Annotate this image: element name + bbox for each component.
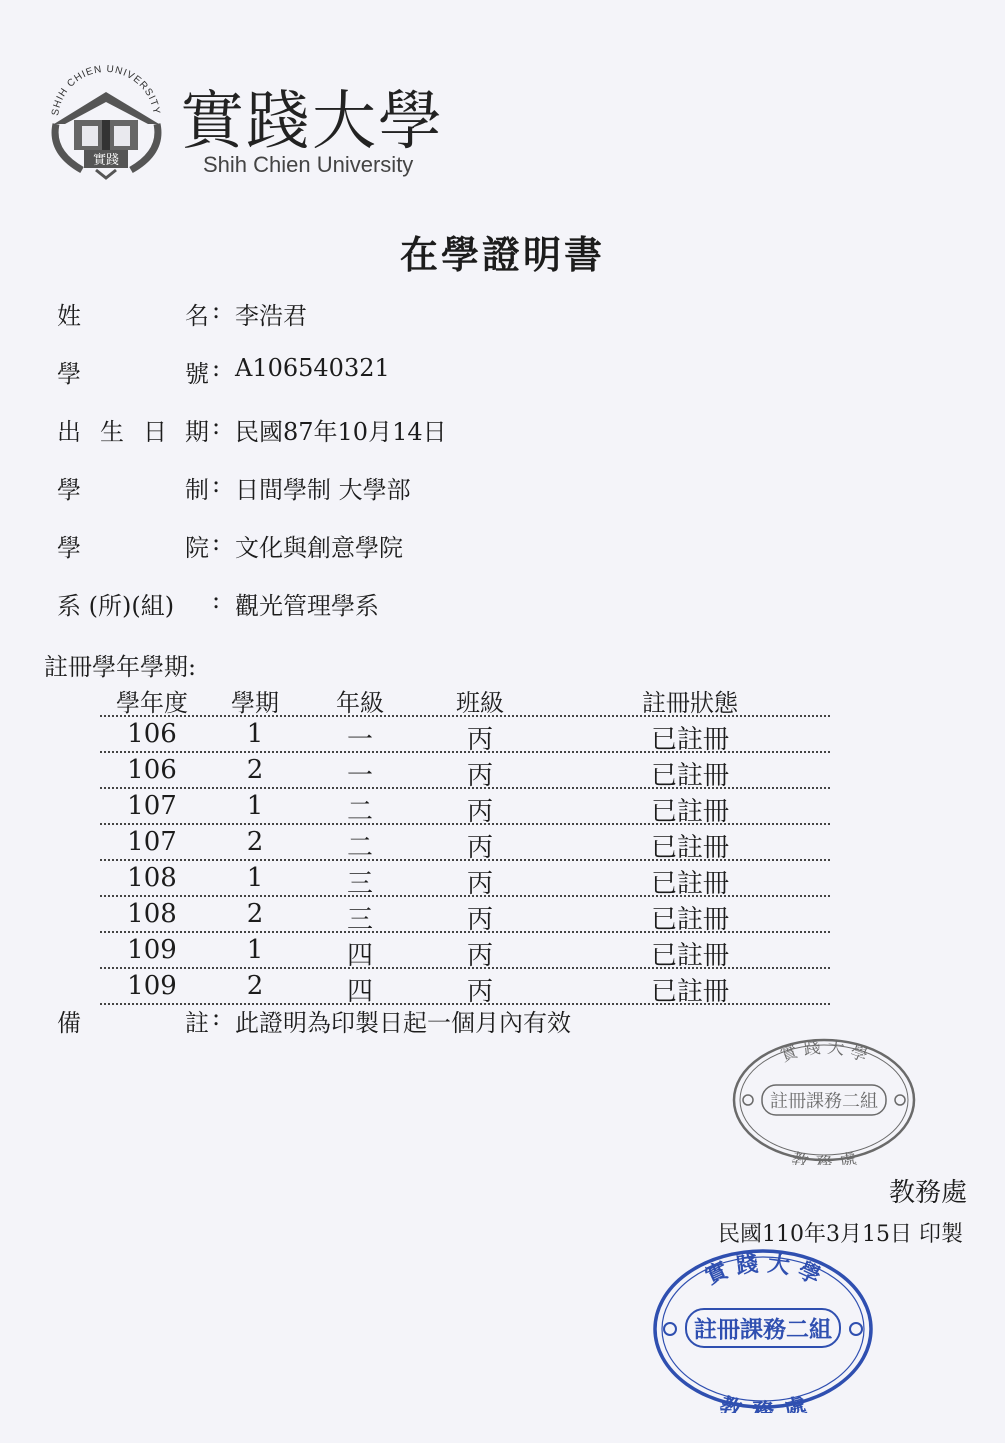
colon: : (212, 528, 221, 556)
cell-year: 109 (127, 935, 177, 965)
print-date: 民國110年3月15日 印製 (718, 1222, 963, 1247)
label-char: 院 (185, 534, 209, 562)
cell-class: 丙 (466, 905, 493, 935)
cell-grade: 三 (346, 869, 373, 899)
cell-status: 已註冊 (650, 797, 729, 827)
cell-year: 109 (127, 971, 177, 1001)
cell-status: 已註冊 (650, 761, 729, 791)
table-row (100, 789, 830, 825)
cell-grade: 一 (346, 725, 373, 755)
column-header: 班級 (456, 689, 504, 717)
label-char: 姓 (57, 302, 81, 330)
label-char: 學 (57, 476, 81, 504)
seal-blue-top-text: 實 踐 大 學 (701, 1250, 825, 1291)
cell-year: 106 (127, 719, 177, 749)
birth-date-value: 民國87年10月14日 (235, 418, 447, 446)
label-char: 號 (185, 360, 209, 388)
table-row (100, 861, 830, 897)
column-header: 註冊狀態 (642, 689, 738, 717)
cell-grade: 三 (346, 905, 373, 935)
label-char: 日 (143, 418, 167, 446)
colon: : (212, 586, 221, 614)
column-header: 學期 (231, 689, 279, 717)
seal-blue-middle-text: 註冊課務二組 (694, 1316, 832, 1343)
label-char: 制 (185, 476, 209, 504)
table-header (100, 683, 830, 717)
cell-semester: 2 (246, 827, 264, 857)
cell-grade: 二 (346, 833, 373, 863)
label-char: 期 (185, 418, 209, 446)
cell-grade: 四 (346, 941, 373, 971)
label-char: 出 (57, 418, 81, 446)
cell-status: 已註冊 (650, 941, 729, 971)
seal-gray-middle-text: 註冊課務二組 (770, 1091, 878, 1112)
cell-grade: 一 (346, 761, 373, 791)
cell-semester: 1 (246, 791, 264, 821)
colon: : (212, 412, 221, 440)
department-label: 系 (所)(組) (57, 592, 175, 620)
registrar-seal-blue (648, 1245, 878, 1413)
cell-grade: 四 (346, 977, 373, 1007)
cell-class: 丙 (466, 761, 493, 791)
registrar-seal-gray (728, 1035, 920, 1165)
table-row (100, 825, 830, 861)
note-value: 此證明為印製日起一個月內有效 (235, 1009, 571, 1037)
cell-year: 107 (127, 827, 177, 857)
cell-status: 已註冊 (650, 977, 729, 1007)
cell-status: 已註冊 (650, 725, 729, 755)
label-char: 備 (57, 1009, 81, 1037)
cell-semester: 1 (246, 863, 264, 893)
colon: : (212, 1003, 221, 1031)
department-value: 觀光管理學系 (235, 592, 379, 620)
cell-semester: 2 (246, 899, 264, 929)
registration-table (100, 683, 830, 1005)
column-header: 年級 (336, 689, 384, 717)
cell-class: 丙 (466, 941, 493, 971)
cell-class: 丙 (466, 833, 493, 863)
colon: : (212, 354, 221, 382)
university-name-cn: 實踐大學 (180, 85, 444, 159)
label-char: 名 (185, 302, 209, 330)
cell-semester: 2 (246, 971, 264, 1001)
registration-heading: 註冊學年學期: (44, 653, 197, 681)
cell-year: 108 (127, 899, 177, 929)
name-value: 李浩君 (235, 302, 307, 330)
student-id-value: A106540321 (235, 354, 390, 382)
cell-class: 丙 (466, 797, 493, 827)
cell-class: 丙 (466, 869, 493, 899)
university-emblem (44, 62, 169, 182)
table-row (100, 933, 830, 969)
svg-text:實 踐 大 學 (778, 1038, 871, 1067)
svg-text:教 務 處 (789, 1150, 859, 1165)
cell-status: 已註冊 (650, 833, 729, 863)
cell-status: 已註冊 (650, 869, 729, 899)
svg-text:教 務 處 (717, 1393, 809, 1413)
label-char: 學 (57, 534, 81, 562)
table-row (100, 717, 830, 753)
cell-semester: 2 (246, 755, 264, 785)
label-char: 學 (57, 360, 81, 388)
cell-status: 已註冊 (650, 905, 729, 935)
table-row (100, 969, 830, 1005)
cell-year: 106 (127, 755, 177, 785)
colon: : (212, 296, 221, 324)
label-char: 註 (185, 1009, 209, 1037)
cell-year: 108 (127, 863, 177, 893)
seal-gray-top-text: 實 踐 大 學 (777, 1037, 871, 1067)
cell-year: 107 (127, 791, 177, 821)
label-char: 生 (100, 418, 124, 446)
note-row (57, 1003, 757, 1043)
seal-gray-bottom-text: 教 務 處 (789, 1149, 859, 1165)
system-value: 日間學制 大學部 (235, 476, 411, 504)
svg-text:SHIH CHIEN UNIVERSITY (50, 64, 162, 117)
emblem-badge-text: 實踐 (92, 153, 120, 168)
cell-grade: 二 (346, 797, 373, 827)
cell-semester: 1 (246, 719, 264, 749)
colon: : (212, 470, 221, 498)
document-title: 在學證明書 (399, 232, 605, 277)
college-value: 文化與創意學院 (235, 534, 403, 562)
emblem-ring-text: SHIH CHIEN UNIVERSITY (50, 63, 162, 117)
office-name: 教務處 (889, 1178, 968, 1208)
cell-class: 丙 (466, 977, 493, 1007)
cell-class: 丙 (466, 725, 493, 755)
column-header: 學年度 (116, 689, 188, 717)
table-row (100, 897, 830, 933)
seal-blue-bottom-text: 教 務 處 (716, 1392, 810, 1413)
university-name-en: Shih Chien University (203, 152, 414, 177)
cell-semester: 1 (246, 935, 264, 965)
table-row (100, 753, 830, 789)
